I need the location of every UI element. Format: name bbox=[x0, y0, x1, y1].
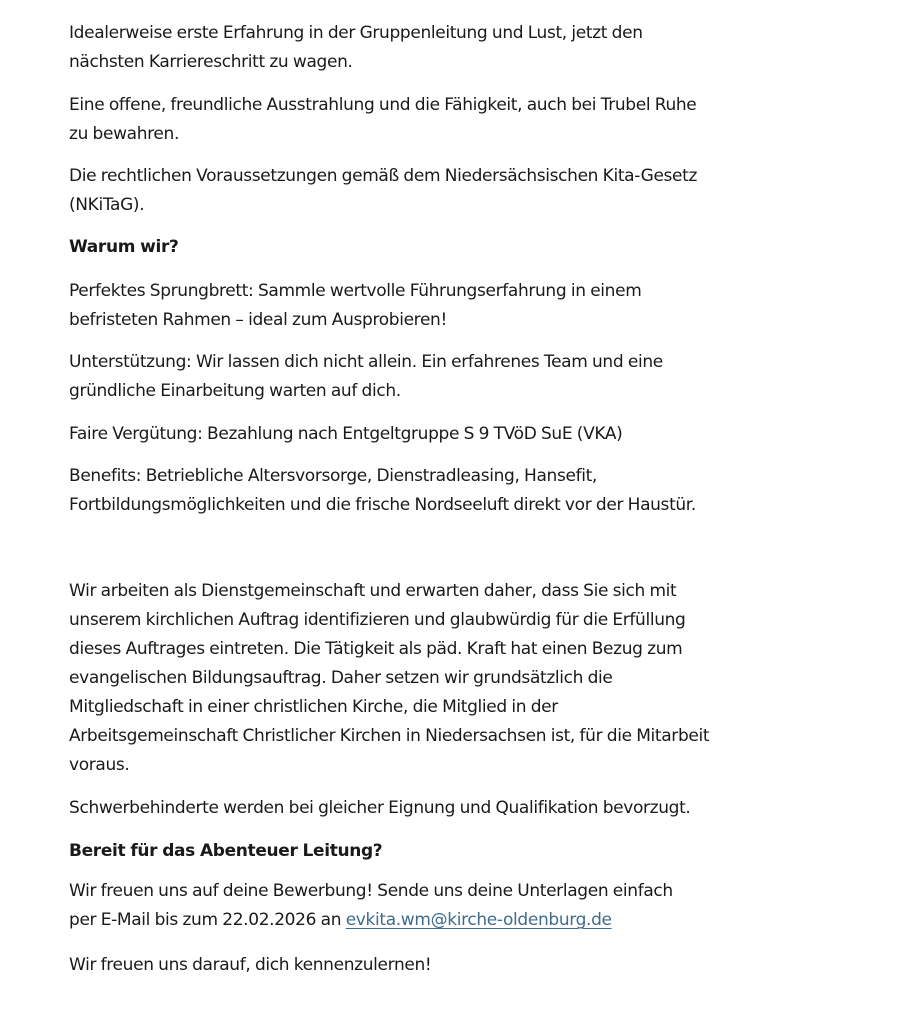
paragraph-personality bbox=[69, 91, 869, 149]
text-line: Eine offene, freundliche Ausstrahlung und die Fähigkeit, auch bei Trubel Ruhe bbox=[69, 95, 697, 115]
text-line: voraus. bbox=[69, 755, 130, 775]
paragraph-legal-requirements bbox=[69, 162, 869, 220]
text-line: zu bewahren. bbox=[69, 124, 180, 144]
text-line: Idealerweise erste Erfahrung in der Gruppenleitung und Lust, jetzt den bbox=[69, 23, 643, 43]
heading-text: Bereit für das Abenteuer Leitung? bbox=[69, 841, 383, 861]
text-line: (NKiTaG). bbox=[69, 195, 145, 215]
paragraph-support bbox=[69, 348, 869, 406]
text-line: Fortbildungsmöglichkeiten und die frische Nordseeluft direkt vor der Haustür. bbox=[69, 495, 696, 515]
email-link[interactable]: evkita.wm@kirche-oldenburg.de bbox=[345, 910, 612, 930]
text-line: Schwerbehinderte werden bei gleicher Eignung und Qualifikation bevorzugt. bbox=[69, 798, 691, 818]
heading-ready-for-leadership bbox=[69, 837, 869, 866]
text-line: Die rechtlichen Voraussetzungen gemäß dem Niedersächsischen Kita-Gesetz bbox=[69, 166, 698, 186]
paragraph-springboard bbox=[69, 277, 869, 335]
text-line: evangelischen Bildungsauftrag. Daher setzen wir grundsätzlich die bbox=[69, 668, 613, 688]
text-line: gründliche Einarbeitung warten auf dich. bbox=[69, 381, 401, 401]
paragraph-benefits bbox=[69, 462, 869, 520]
paragraph-experience bbox=[69, 19, 869, 77]
text-line: nächsten Karriereschritt zu wagen. bbox=[69, 52, 353, 72]
text-line: Mitgliedschaft in einer christlichen Kirche, die Mitglied in der bbox=[69, 697, 558, 717]
text-line: Faire Vergütung: Bezahlung nach Entgeltgruppe S 9 TVöD SuE (VKA) bbox=[69, 424, 623, 444]
heading-why-us bbox=[69, 233, 869, 262]
text-line: Wir freuen uns auf deine Bewerbung! Sende uns deine Unterlagen einfach bbox=[69, 881, 673, 901]
text-line: Unterstützung: Wir lassen dich nicht allein. Ein erfahrenes Team und eine bbox=[69, 352, 663, 372]
text-line: Wir freuen uns darauf, dich kennenzulernen! bbox=[69, 955, 432, 975]
text-line: Perfektes Sprungbrett: Sammle wertvolle Führungserfahrung in einem bbox=[69, 281, 642, 301]
paragraph-church-membership bbox=[69, 577, 869, 780]
paragraph-closing bbox=[69, 951, 869, 980]
text-line bbox=[69, 906, 869, 935]
text-line: Arbeitsgemeinschaft Christlicher Kirchen in Niedersachsen ist, für die Mitarbeit bbox=[69, 726, 710, 746]
paragraph-compensation bbox=[69, 420, 869, 449]
text-line: Wir arbeiten als Dienstgemeinschaft und erwarten daher, dass Sie sich mit bbox=[69, 581, 677, 601]
text-line: dieses Auftrages eintreten. Die Tätigkeit als päd. Kraft hat einen Bezug zum bbox=[69, 639, 683, 659]
heading-text: Warum wir? bbox=[69, 237, 179, 257]
text-line-prefix: per E-Mail bis zum 22.02.2026 an bbox=[69, 910, 346, 930]
text-line: Benefits: Betriebliche Altersvorsorge, Dienstradleasing, Hansefit, bbox=[69, 466, 597, 486]
text-line: unserem kirchlichen Auftrag identifizieren und glaubwürdig für die Erfüllung bbox=[69, 610, 686, 630]
text-line: befristeten Rahmen – ideal zum Ausprobieren! bbox=[69, 310, 447, 330]
paragraph-disability-notice bbox=[69, 794, 869, 823]
paragraph-application bbox=[69, 877, 869, 935]
